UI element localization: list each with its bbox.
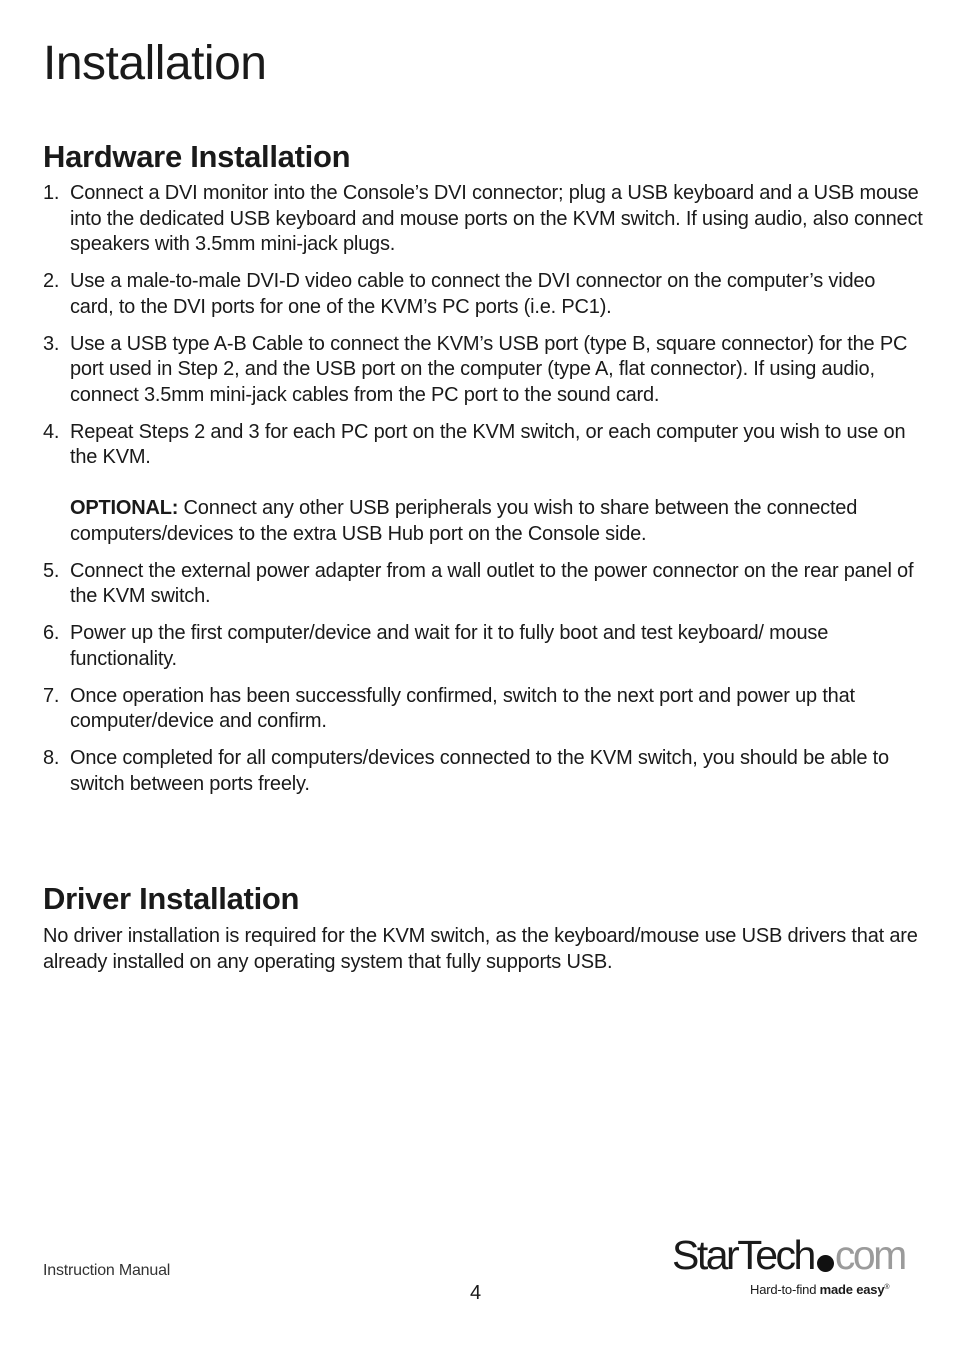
logo-tagline-bold: made easy	[819, 1282, 885, 1297]
list-item	[43, 269, 923, 320]
step-text: Once completed for all computers/devices connected to the KVM switch, you should be able to switch between ports freely.	[70, 747, 889, 795]
logo-wordmark	[672, 1230, 905, 1280]
driver-installation-heading: Driver Installation	[43, 881, 300, 916]
logo-tld-text: com	[834, 1232, 905, 1278]
hardware-installation-heading: Hardware Installation	[43, 139, 351, 174]
logo-tagline	[750, 1282, 889, 1297]
step-text: Use a male-to-male DVI-D video cable to connect the DVI connector on the computer’s video card, to the DVI ports for one of the KVM’s PC ports (i.e. PC1).	[70, 270, 876, 318]
logo-tagline-regular: Hard-to-find	[750, 1282, 820, 1297]
registered-mark: ®	[884, 1284, 890, 1291]
step-number: 3.	[43, 332, 60, 355]
list-item	[43, 181, 923, 258]
hardware-steps-list	[43, 181, 923, 809]
list-item	[43, 559, 923, 610]
logo-brand-text: StarTech	[672, 1232, 814, 1278]
step-text: Once operation has been successfully confirmed, switch to the next port and power up that computer/device and confirm.	[70, 684, 855, 732]
step-text: Connect a DVI monitor into the Console’s DVI connector; plug a USB keyboard and a USB mouse into the dedicated USB keyboard and mouse ports on the KVM switch. If using audio, also connect speakers with 3.5mm mini-jack plugs.	[70, 182, 923, 255]
step-number: 8.	[43, 747, 60, 769]
footer-manual-label: Instruction Manual	[43, 1262, 171, 1279]
optional-label: OPTIONAL:	[70, 497, 179, 519]
list-item	[43, 420, 923, 548]
step-number: 4.	[43, 420, 60, 443]
optional-text: Connect any other USB peripherals you wish to share between the connected computers/devices to the extra USB Hub port on the Console side.	[70, 497, 858, 545]
optional-note	[70, 496, 923, 547]
step-number: 1.	[43, 182, 60, 204]
step-number: 7.	[43, 684, 60, 707]
logo-dot-icon	[817, 1255, 834, 1272]
step-text: Use a USB type A-B Cable to connect the KVM’s USB port (type B, square connector) for the PC port used in Step 2, and the USB port on the computer (type A, flat connector). If using audio, connect 3.5mm mini-jack cables from the PC port to the sound card.	[70, 332, 908, 406]
step-text: Repeat Steps 2 and 3 for each PC port on the KVM switch, or each computer you wish to use on the KVM.	[70, 420, 906, 468]
list-item	[43, 332, 923, 409]
step-number: 6.	[43, 622, 60, 644]
page-title: Installation	[43, 37, 267, 90]
startech-logo	[672, 1230, 912, 1310]
list-item	[43, 621, 923, 672]
list-item	[43, 684, 923, 735]
step-text: Power up the first computer/device and wait for it to fully boot and test keyboard/ mouse functionality.	[70, 622, 829, 670]
step-number: 2.	[43, 270, 60, 292]
list-item	[43, 746, 923, 797]
driver-installation-text: No driver installation is required for the KVM switch, as the keyboard/mouse use USB drivers that are already installed on any operating system that fully supports USB.	[43, 925, 918, 973]
page-number: 4	[470, 1282, 482, 1304]
step-number: 5.	[43, 559, 60, 582]
step-text: Connect the external power adapter from a wall outlet to the power connector on the rear panel of the KVM switch.	[70, 559, 914, 607]
